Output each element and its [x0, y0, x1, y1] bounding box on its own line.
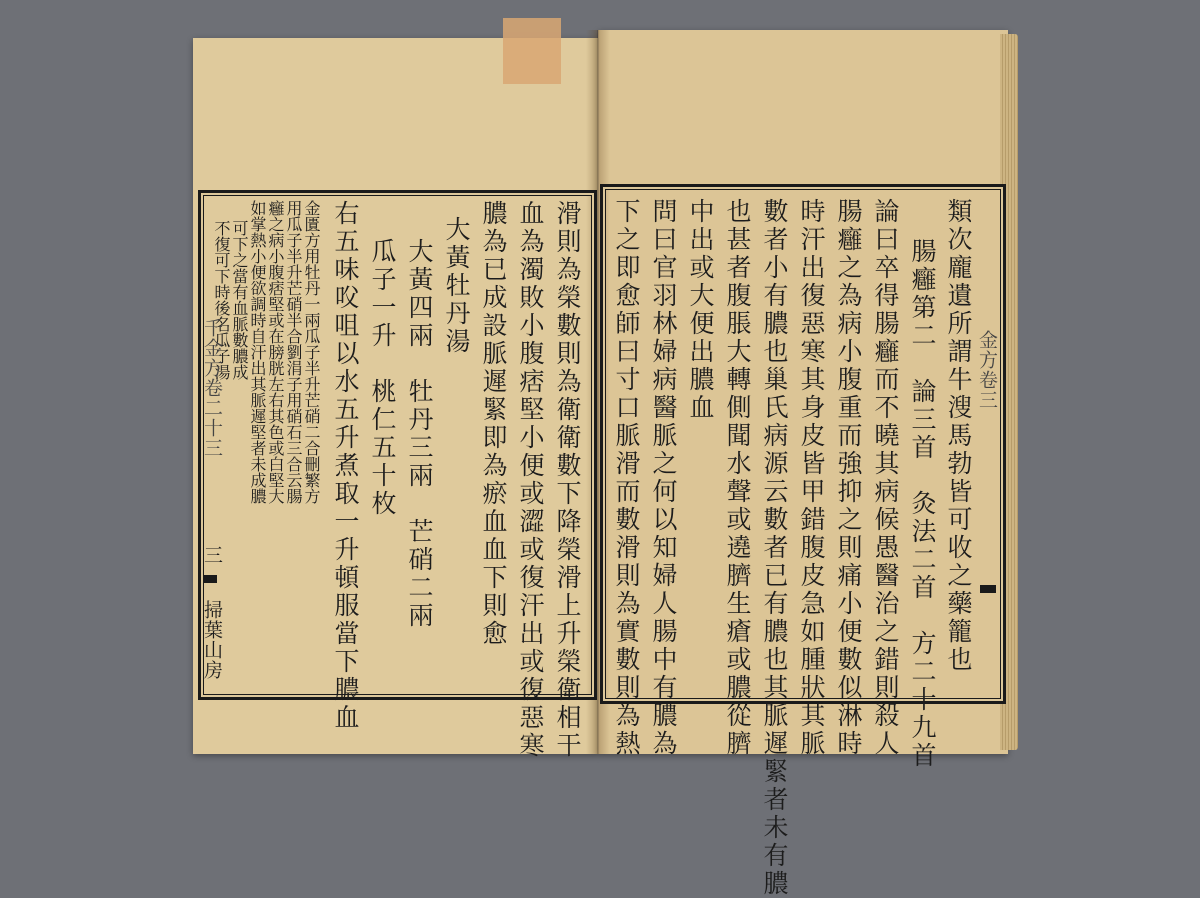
- right-column-2: 腸癰第二 論三首 灸法二首 方二十九首: [908, 238, 937, 770]
- fishtail-mark-left: [203, 575, 217, 583]
- left-column-4: 大黃牡丹湯: [442, 216, 471, 356]
- left-note-5: 可下之當有血脈數膿成: [230, 220, 249, 380]
- left-column-7: 右五味㕮咀以水五升煮取一升頓服當下膿血: [331, 200, 360, 732]
- left-note-4: 如掌熱小便欲調時自汗出其脈遲堅者未成膿: [248, 200, 267, 504]
- right-column-10: 下之即愈師曰寸口脈滑而數滑則為實數則為熱: [612, 198, 641, 758]
- right-column-6: 數者小有膿也巢氏病源云數者已有膿也其脈遲緊者未有膿: [760, 198, 789, 898]
- paper-label-tag: [503, 18, 561, 84]
- publisher-mark: 掃葉山房: [201, 600, 223, 680]
- left-column-2: 血為濁敗小腹痞堅小便或澀或復汗出或復惡寒: [516, 200, 545, 760]
- left-margin-title: 千金方卷二十三: [201, 318, 223, 458]
- right-column-4: 腸癰之為病小腹重而強抑之則痛小便數似淋時: [834, 198, 863, 758]
- right-column-5: 時汗出復惡寒其身皮皆甲錯腹皮急如腫狀其脈: [797, 198, 826, 758]
- right-column-1: 類次龐遺所謂牛溲馬勃皆可收之藥籠也: [944, 198, 973, 674]
- left-column-5: 大黃四兩 牡丹三兩 芒硝二兩: [405, 238, 434, 630]
- page-number: 三: [201, 545, 223, 565]
- right-column-3: 論曰卒得腸癰而不曉其病候愚醫治之錯則殺人: [871, 198, 900, 758]
- right-column-9: 問曰官羽林婦病醫脈之何以知婦人腸中有膿為: [649, 198, 678, 758]
- left-column-3: 膿為已成設脈遲緊即為瘀血血下則愈: [479, 200, 508, 648]
- left-note-2: 用瓜子半升芒硝半合劉涓子用硝石三合云腸: [284, 200, 303, 504]
- right-column-7: 也甚者腹脹大轉側聞水聲或遶臍生瘡或膿從臍: [723, 198, 752, 758]
- left-note-3: 癰之病小腹痞堅或在膀胱左右其色或白堅大: [266, 200, 285, 504]
- right-column-8: 中出或大便出膿血: [686, 198, 715, 422]
- left-column-6: 瓜子一升 桃仁五十枚: [368, 238, 397, 518]
- right-margin-title: 金方卷三: [976, 330, 998, 410]
- fishtail-mark: [980, 585, 996, 593]
- left-note-6: 不復可下時後名瓜子湯: [212, 220, 231, 380]
- left-note-1: 金匱方用牡丹一兩瓜子半升芒硝二合刪繁方: [302, 200, 321, 504]
- left-column-1: 滑則為榮數則為衛衛數下降榮滑上升榮衛相干: [553, 200, 582, 760]
